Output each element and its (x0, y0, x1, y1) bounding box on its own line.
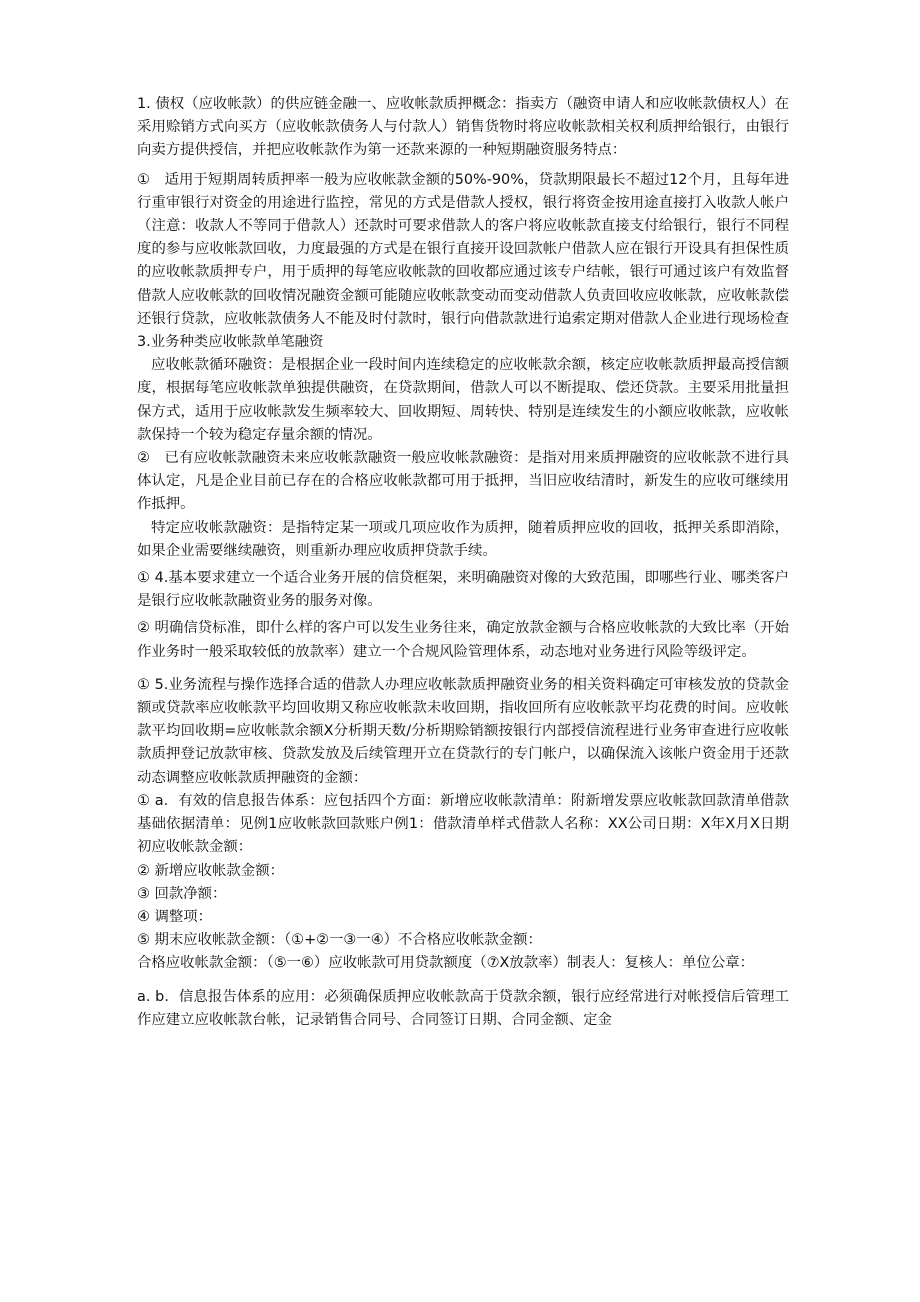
paragraph-process: ① 5.业务流程与操作选择合适的借款人办理应收帐款质押融资业务的相关资料确定可审核发放的贷款金额或贷款率应收帐款平均回收期又称应收帐款未收回期，指收回所有应收帐款平均花费的时间。应收帐款平均回收期=应收帐款余额X分析期天数/分析期赊销额按银行内部授信流程进行业务审查进行应收帐款质押登记放款审核、贷款发放及后续管理开立在贷款行的专门帐户，以确保流入该帐户资金用于还款动态调整应收帐款质押融资的金额： (137, 676, 789, 786)
paragraph-basic-requirements: ① 4.基本要求建立一个适合业务开展的信贷框架，来明确融资对像的大致范围，即哪些行业、哪类客户是银行应收帐款融资业务的服务对像。 (137, 570, 789, 610)
list-item-net-collection: ③ 回款净额： (137, 885, 227, 902)
paragraph-report-system: ① a．有效的信息报告体系：应包括四个方面：新增应收帐款清单：附新增发票应收帐款回款清单借款基础依据清单：见例1应收帐款回款账户例1：借款清单样式借款人名称：XX公司日期：X年X月X日期初应收帐款金额： (137, 792, 789, 856)
paragraph-specific-financing: 特定应收帐款融资：是指特定某一项或几项应收作为质押，随着质押应收的回收，抵押关系即消除，如果企业需要继续融资，则重新办理应收质押贷款手续。 (137, 519, 789, 559)
paragraph-feature-2: ② 已有应收帐款融资未来应收帐款融资一般应收帐款融资：是指对用来质押融资的应收帐款不进行具体认定，凡是企业目前已存在的合格应收帐款都可用于抵押，当旧应收结清时，新发生的应收可继续用作抵押。 (137, 450, 789, 513)
paragraph-credit-standards: ② 明确信贷标准，即什么样的客户可以发生业务往来，确定放款金额与合格应收帐款的大致比率（开始作业务时一般采取较低的放款率）建立一个合规风险管理体系，动态地对业务进行风险等级评定。 (137, 620, 789, 660)
paragraph-revolving-financing: 应收帐款循环融资：是根据企业一段时间内连续稳定的应收帐款余额，核定应收帐款质押最高授信额度，根据每笔应收帐款单独提供融资，在贷款期间，借款人可以不断提取、偿还贷款。主要采用批量担保方式，适用于应收帐款发生频率较大、回收期短、周转快、特别是连续发生的小额应收帐款，应收帐款保持一个较为稳定存量余额的情况。 (137, 357, 789, 443)
paragraph-concept: 1. 债权（应收帐款）的供应链金融一、应收帐款质押概念：指卖方（融资申请人和应收帐款债权人）在采用赊销方式向买方（应收帐款债务人与付款人）销售货物时将应收帐款相关权利质押给银行，由银行向卖方提供授信，并把应收帐款作为第一还款来源的一种短期融资服务特点： (137, 96, 789, 159)
list-item-ending-balance: ⑤ 期末应收帐款金额：（①+②一③一④）不合格应收帐款金额： (137, 932, 542, 949)
paragraph-qualified-amount: 合格应收帐款金额：（⑤一⑥）应收帐款可用贷款额度（⑦X放款率）制表人：复核人：单位公章： (137, 955, 754, 972)
paragraph-feature-1: ① 适用于短期周转质押率一般为应收帐款金额的50%-90%，贷款期限最长不超过12个月，且每年进行重审银行对资金的用途进行监控，常见的方式是借款人授权，银行将资金按用途直接打入收款人帐户（注意：收款人不等同于借款人）还款时可要求借款人的客户将应收帐款直接支付给银行，银行不同程度的参与应收帐款回收，力度最强的方式是在银行直接开设回款帐户借款人应在银行开设具有担保性质的应收帐款质押专户，用于质押的每笔应收帐款的回收都应通过该专户结帐，银行可通过该户有效监督借款人应收帐款的回收情况融资金额可能随应收帐款变动而变动借款人负责回收应收帐款，应收帐款偿还银行贷款，应收帐款债务人不能及时付款时，银行向借款款进行追索定期对借款人企业进行现场检查3.业务种类应收帐款单笔融资 (137, 171, 789, 351)
list-item-new-receivables: ② 新增应收帐款金额： (137, 862, 284, 879)
list-item-adjustments: ④ 调整项： (137, 908, 213, 925)
paragraph-report-application: a. b．信息报告体系的应用：必须确保质押应收帐款高于贷款余额，银行应经常进行对帐授信后管理工作应建立应收帐款台帐，记录销售合同号、合同签订日期、合同金额、定金 (137, 988, 789, 1028)
document-body (137, 93, 789, 1032)
